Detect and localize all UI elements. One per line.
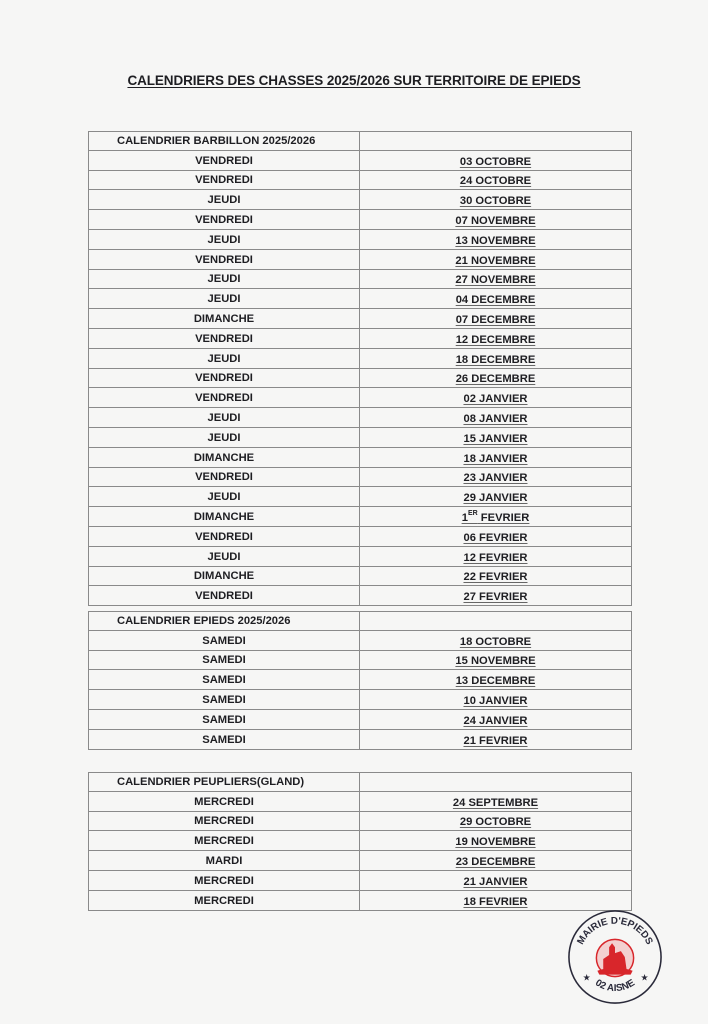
date-cell [360, 650, 632, 670]
date-cell [360, 870, 632, 890]
weekday-cell: DIMANCHE [89, 566, 360, 586]
weekday-cell: MARDI [89, 851, 360, 871]
date-cell [360, 851, 632, 871]
weekday-cell: SAMEDI [89, 709, 360, 729]
date-cell [360, 150, 632, 170]
date-text: 29 JANVIER [463, 492, 528, 505]
table-row [89, 851, 632, 871]
date-text: 27 FEVRIER [463, 591, 528, 604]
table-row [89, 690, 632, 710]
weekday-cell: MERCREDI [89, 811, 360, 831]
date-cell [360, 630, 632, 650]
date-text: 15 JANVIER [463, 432, 528, 445]
weekday-cell: SAMEDI [89, 630, 360, 650]
date-cell [360, 709, 632, 729]
date-cell [360, 190, 632, 210]
weekday-cell: MERCREDI [89, 870, 360, 890]
weekday-cell: DIMANCHE [89, 447, 360, 467]
calendar-table-epieds [88, 611, 632, 750]
date-text: 15 NOVEMBRE [455, 655, 536, 668]
date-cell [360, 507, 632, 527]
church-emblem-icon [596, 939, 633, 976]
date-cell [360, 586, 632, 606]
date-text: 21 JANVIER [463, 875, 528, 888]
date-text: 29 OCTOBRE [459, 816, 532, 829]
date-text: 18 DECEMBRE [455, 353, 536, 366]
date-text: 13 NOVEMBRE [455, 234, 536, 247]
calendar-table-barbillon [88, 131, 632, 606]
weekday-cell: VENDREDI [89, 210, 360, 230]
table-row [89, 890, 632, 910]
date-text: 18 OCTOBRE [459, 635, 532, 648]
title-text: CALENDRIERS DES CHASSES 2025/2026 SUR TERRITOIRE DE EPIEDS [127, 73, 581, 88]
weekday-cell: JEUDI [89, 190, 360, 210]
weekday-cell: JEUDI [89, 487, 360, 507]
table-row [89, 190, 632, 210]
date-day-number: 1 [461, 511, 468, 524]
date-text: 22 FEVRIER [463, 571, 528, 584]
table-row [89, 368, 632, 388]
table-row [89, 289, 632, 309]
table-row [89, 831, 632, 851]
table-heading: CALENDRIER BARBILLON 2025/2026 [89, 132, 360, 151]
weekday-cell: VENDREDI [89, 368, 360, 388]
weekday-cell: VENDREDI [89, 150, 360, 170]
date-cell [360, 170, 632, 190]
table-heading: CALENDRIER PEUPLIERS(GLAND) [89, 773, 360, 792]
table-heading-empty [360, 773, 632, 792]
date-month: FEVRIER [480, 511, 530, 524]
date-text: 12 FEVRIER [463, 551, 528, 564]
table-row [89, 249, 632, 269]
weekday-cell: SAMEDI [89, 670, 360, 690]
weekday-cell: JEUDI [89, 348, 360, 368]
date-cell [360, 229, 632, 249]
date-text: 02 JANVIER [463, 393, 528, 406]
weekday-cell: MERCREDI [89, 890, 360, 910]
date-text: 23 JANVIER [463, 472, 528, 485]
table-heading-empty [360, 612, 632, 631]
date-cell [360, 729, 632, 749]
calendar-table-peupliers [88, 772, 632, 911]
weekday-cell: VENDREDI [89, 526, 360, 546]
table-header-row [89, 132, 632, 151]
date-text: 03 OCTOBRE [459, 155, 532, 168]
date-cell [360, 427, 632, 447]
table-row [89, 150, 632, 170]
table-row [89, 210, 632, 230]
date-text: 18 JANVIER [463, 452, 528, 465]
date-text: 04 DECEMBRE [455, 294, 536, 307]
date-text: 06 FEVRIER [463, 531, 528, 544]
table-row [89, 870, 632, 890]
weekday-cell: MERCREDI [89, 791, 360, 811]
weekday-cell: VENDREDI [89, 467, 360, 487]
weekday-cell: SAMEDI [89, 650, 360, 670]
weekday-cell: VENDREDI [89, 249, 360, 269]
date-cell [360, 670, 632, 690]
date-cell [360, 408, 632, 428]
table-row [89, 546, 632, 566]
weekday-cell: JEUDI [89, 229, 360, 249]
star-icon: ★ [640, 972, 649, 983]
date-text: 21 NOVEMBRE [455, 254, 536, 267]
date-cell [360, 467, 632, 487]
date-cell [360, 328, 632, 348]
date-text: 24 OCTOBRE [459, 175, 532, 188]
date-text: 27 NOVEMBRE [455, 274, 536, 287]
star-icon: ★ [582, 972, 591, 983]
table-row [89, 630, 632, 650]
date-cell [360, 487, 632, 507]
table-row [89, 388, 632, 408]
table-row [89, 791, 632, 811]
weekday-cell: JEUDI [89, 546, 360, 566]
date-cell [360, 368, 632, 388]
date-cell [360, 348, 632, 368]
date-text: 07 DECEMBRE [455, 313, 536, 326]
weekday-cell: JEUDI [89, 269, 360, 289]
mairie-stamp [566, 908, 664, 1006]
date-cell [360, 831, 632, 851]
date-text: 13 DECEMBRE [455, 675, 536, 688]
date-ordinal-suffix: ER [467, 509, 478, 517]
table-row [89, 709, 632, 729]
date-text [461, 509, 530, 524]
date-cell [360, 811, 632, 831]
table-heading: CALENDRIER EPIEDS 2025/2026 [89, 612, 360, 631]
weekday-cell: SAMEDI [89, 690, 360, 710]
date-text: 21 FEVRIER [463, 734, 528, 747]
weekday-cell: JEUDI [89, 408, 360, 428]
weekday-cell: JEUDI [89, 289, 360, 309]
table-row [89, 467, 632, 487]
table-row [89, 526, 632, 546]
date-cell [360, 546, 632, 566]
table-row [89, 586, 632, 606]
table-row [89, 170, 632, 190]
table-header-row [89, 612, 632, 631]
table-row [89, 427, 632, 447]
table-row [89, 269, 632, 289]
table-row [89, 507, 632, 527]
date-text: 19 NOVEMBRE [455, 836, 536, 849]
date-cell [360, 791, 632, 811]
date-cell [360, 566, 632, 586]
stamp-top-text: MAIRIE D'EPIEDS [575, 915, 655, 947]
table-row [89, 487, 632, 507]
date-text: 18 FEVRIER [463, 895, 528, 908]
weekday-cell: MERCREDI [89, 831, 360, 851]
weekday-cell: SAMEDI [89, 729, 360, 749]
date-cell [360, 526, 632, 546]
date-cell [360, 269, 632, 289]
date-text: 26 DECEMBRE [455, 373, 536, 386]
table-row [89, 348, 632, 368]
date-text: 07 NOVEMBRE [455, 214, 536, 227]
date-text: 12 DECEMBRE [455, 333, 536, 346]
table-header-row [89, 773, 632, 792]
table-row [89, 408, 632, 428]
weekday-cell: DIMANCHE [89, 507, 360, 527]
table-row [89, 309, 632, 329]
date-cell [360, 690, 632, 710]
date-text: 30 OCTOBRE [459, 195, 532, 208]
weekday-cell: VENDREDI [89, 170, 360, 190]
weekday-cell: DIMANCHE [89, 309, 360, 329]
table-row [89, 670, 632, 690]
table-heading-empty [360, 132, 632, 151]
weekday-cell: JEUDI [89, 427, 360, 447]
page-title [0, 73, 708, 88]
table-row [89, 650, 632, 670]
date-cell [360, 309, 632, 329]
table-row [89, 328, 632, 348]
weekday-cell: VENDREDI [89, 586, 360, 606]
table-row [89, 729, 632, 749]
table-row [89, 811, 632, 831]
table-row [89, 229, 632, 249]
date-cell [360, 210, 632, 230]
date-text: 10 JANVIER [463, 694, 528, 707]
table-row [89, 447, 632, 467]
date-text: 23 DECEMBRE [455, 855, 536, 868]
date-text: 24 JANVIER [463, 714, 528, 727]
stamp-bottom-text: 02 AISNE [593, 977, 637, 995]
date-cell [360, 388, 632, 408]
weekday-cell: VENDREDI [89, 328, 360, 348]
weekday-cell: VENDREDI [89, 388, 360, 408]
date-cell [360, 289, 632, 309]
date-text: 08 JANVIER [463, 412, 528, 425]
date-cell [360, 249, 632, 269]
date-text: 24 SEPTEMBRE [452, 796, 539, 809]
table-row [89, 566, 632, 586]
date-cell [360, 447, 632, 467]
